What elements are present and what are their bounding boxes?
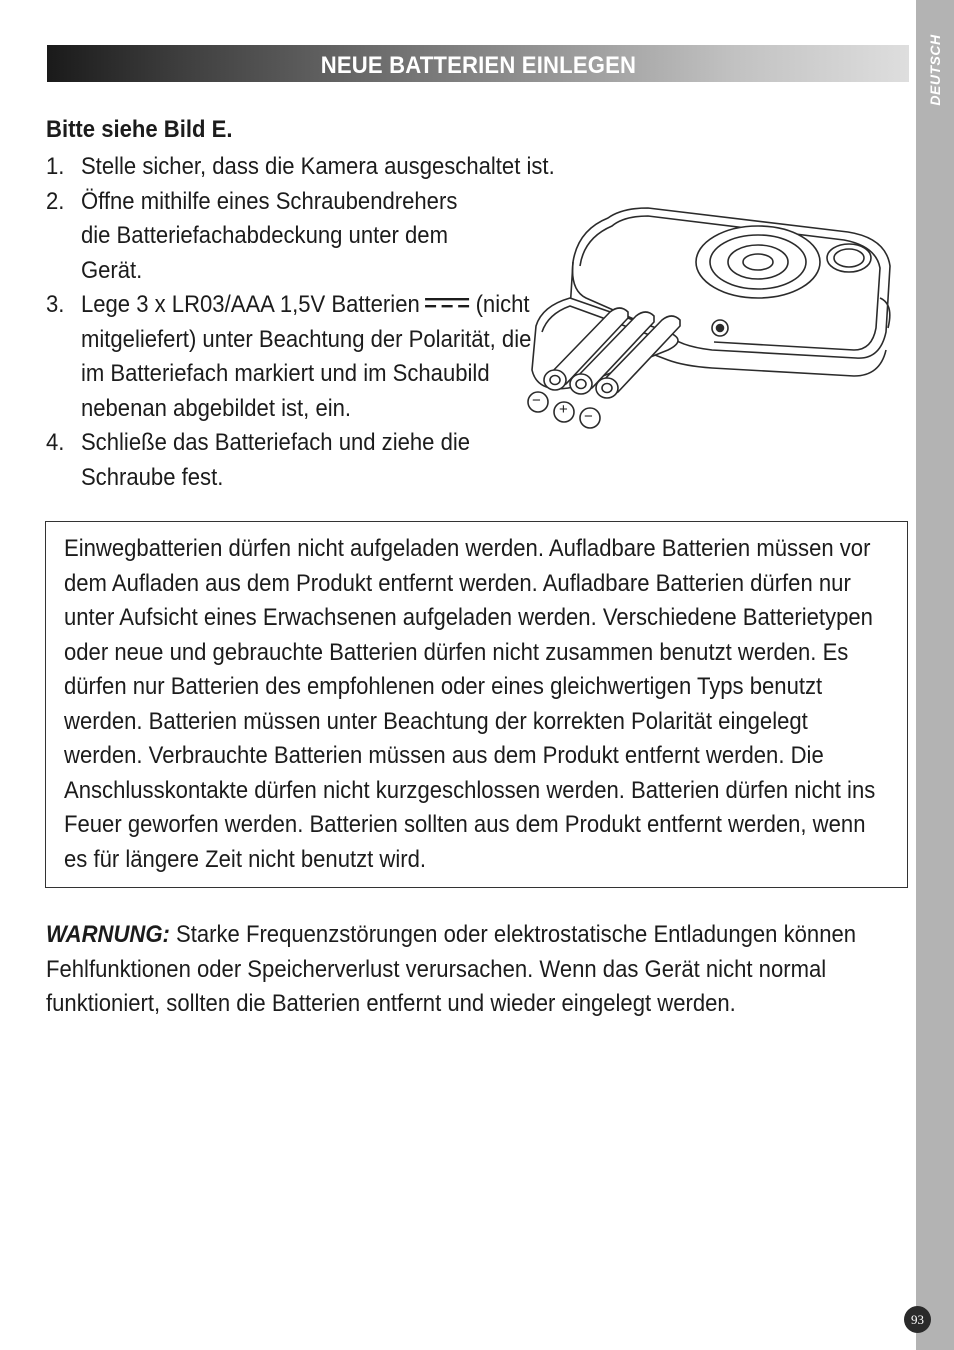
notice-text: Einwegbatterien dürfen nicht aufgeladen werden. Aufladbare Batterien müssen vor dem Aufladen aus dem Produkt entfernt werden. Aufladbare Batterien dürfen nur unter Aufsicht eines Erwachsenen aufgeladen werden. Verschiedene Batterietypen oder neue und gebrauchte Batterien dürfen nicht zusammen benutzt werden. Es dürfen nur Batterien des empfohlenen oder eines gleichwertigen Typs benutzt werden. Batterien müssen unter Beachtung der korrekten Polarität eingelegt werden. Verbrauchte Batterien müssen aus dem Produkt entfernt werden. Die Anschlusskontakte dürfen nicht kurzgeschlossen werden. Batterien dürfen nicht ins Feuer geworfen werden. Batterien sollten aus dem Produkt entfernt werden, wenn es für längere Zeit nicht benutzt wird. xyxy=(64,535,876,873)
battery-figure xyxy=(518,200,898,436)
step-number: 2. xyxy=(46,187,65,215)
warning-label: WARNUNG: xyxy=(46,921,170,948)
section-title: NEUE BATTERIEN EINLEGEN xyxy=(320,51,636,79)
battery-safety-notice xyxy=(45,521,908,888)
polarity-plus: + xyxy=(559,401,568,418)
polarity-minus-left: − xyxy=(532,392,541,409)
language-side-tab xyxy=(916,0,954,1350)
page-number: 93 xyxy=(904,1306,931,1333)
step-item xyxy=(46,426,486,495)
dc-current-icon xyxy=(425,296,469,310)
step-text: Stelle sicher, dass die Kamera ausgeschaltet ist. xyxy=(80,153,555,180)
step-number: 4. xyxy=(46,429,65,456)
step-item xyxy=(46,288,550,426)
camera-battery-compartment-illustration xyxy=(518,200,898,436)
step-text-wrapper xyxy=(81,288,550,426)
language-label: DEUTSCH xyxy=(927,34,943,106)
step-item xyxy=(46,185,486,289)
warning-paragraph xyxy=(46,918,902,1022)
figure-reference: Bitte siehe Bild E. xyxy=(46,116,233,143)
polarity-minus-right: − xyxy=(584,408,593,425)
step-text: Lege 3 x LR03/AAA 1,5V Batterien xyxy=(80,291,420,318)
step-item xyxy=(46,150,555,185)
step-text: Schließe das Batteriefach und ziehe die Schraube fest. xyxy=(80,429,471,491)
warning-text: Starke Frequenzstörungen oder elektrostatische Entladungen können Fehlfunktionen oder Speicherverlust verursachen. Wenn das Gerät nicht normal funktioniert, sollten die Batterien entfernt und wieder eingelegt werden. xyxy=(46,921,857,1017)
step-number: 3. xyxy=(46,291,65,318)
step-text: (nicht mitgeliefert) unter Beachtung der Polarität, die im Batteriefach markiert und im Schaubild nebenan abgebildet ist, ein. xyxy=(80,291,532,422)
step-number: 1. xyxy=(46,153,65,180)
section-header-bar xyxy=(47,45,909,82)
instruction-steps xyxy=(46,150,555,495)
step-text: Öffne mithilfe eines Schraubendrehers die Batteriefachabdeckung unter dem Gerät. xyxy=(80,187,458,284)
